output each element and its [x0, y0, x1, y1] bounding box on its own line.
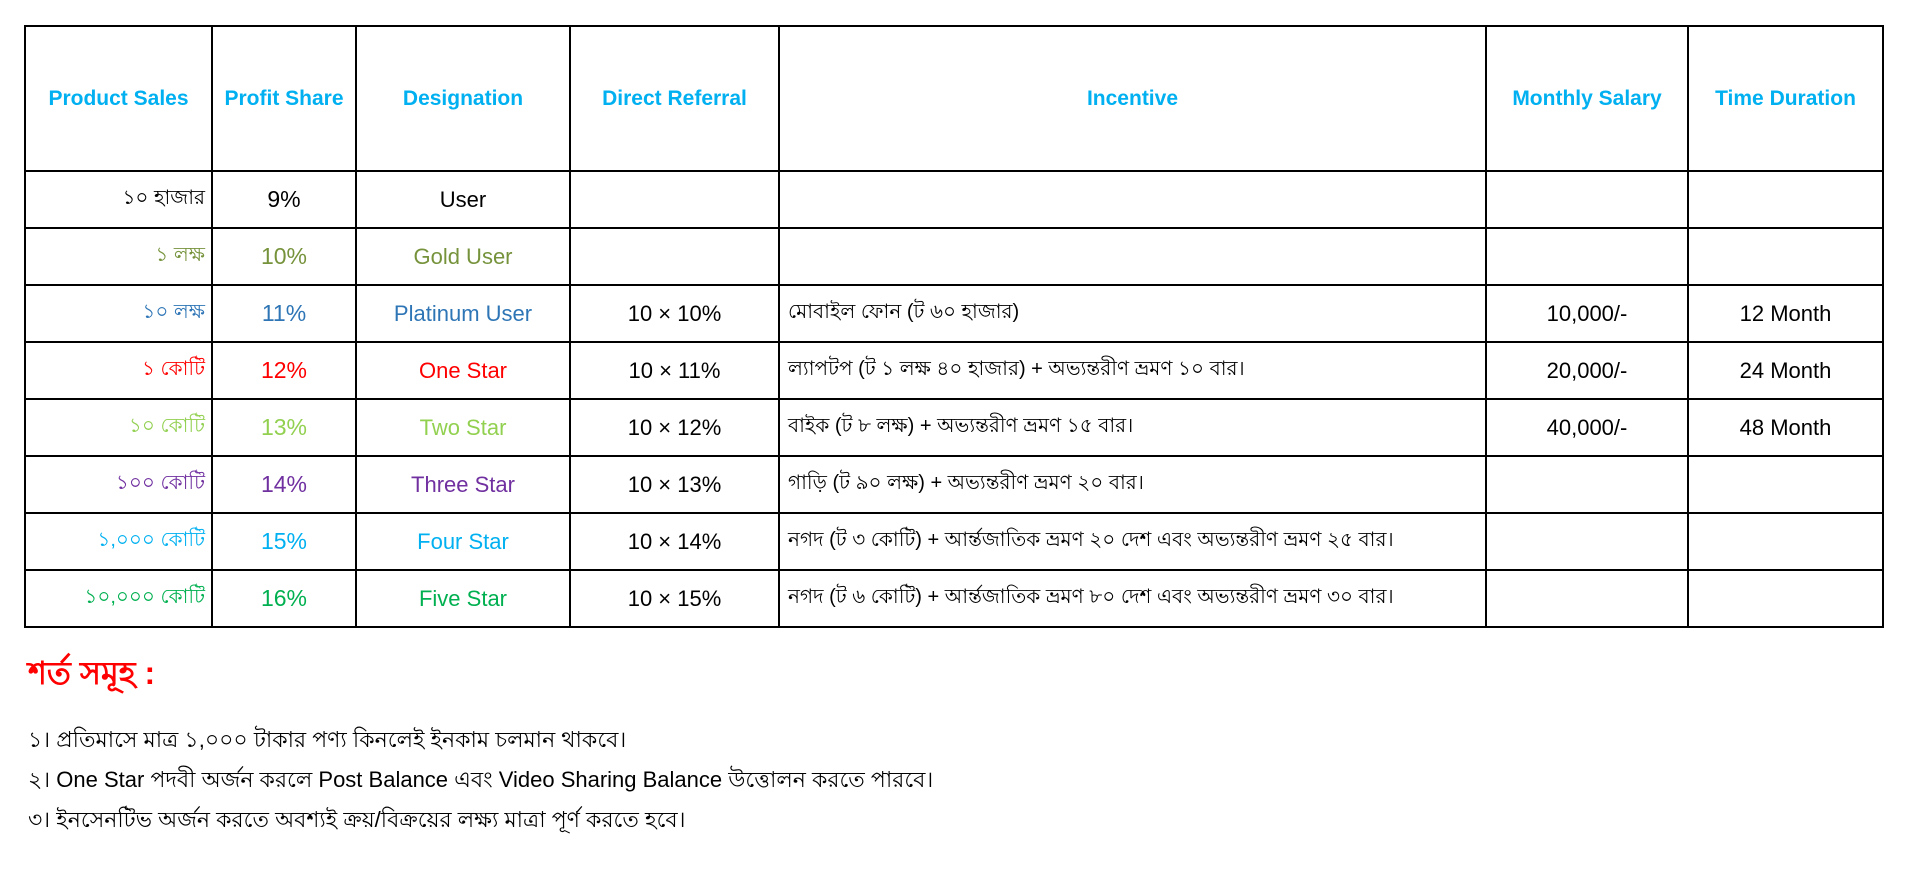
cell-incentive — [779, 171, 1486, 228]
table-row — [25, 399, 1883, 456]
cell-direct-referral — [570, 228, 779, 285]
terms-section — [28, 648, 1428, 840]
cell-time-duration: 12 Month — [1688, 285, 1883, 342]
cell-product-sales: ১ কোটি — [25, 342, 212, 399]
table-row — [25, 342, 1883, 399]
cell-designation: Three Star — [356, 456, 570, 513]
cell-time-duration — [1688, 570, 1883, 627]
column-header-direct-referral: Direct Referral — [570, 26, 779, 171]
terms-heading: শর্ত সমূহ : — [28, 655, 156, 691]
cell-time-duration — [1688, 456, 1883, 513]
cell-incentive: গাড়ি (ট ৯০ লক্ষ) + অভ্যন্তরীণ ভ্রমণ ২০ বার। — [779, 456, 1486, 513]
cell-designation: Gold User — [356, 228, 570, 285]
table-row — [25, 228, 1883, 285]
cell-time-duration — [1688, 171, 1883, 228]
cell-monthly-salary: 40,000/- — [1486, 399, 1688, 456]
term-item-2: ২। One Star পদবী অর্জন করলে Post Balance এবং Video Sharing Balance উত্তোলন করতে পারবে। — [28, 767, 934, 792]
cell-direct-referral: 10 × 11% — [570, 342, 779, 399]
table-row — [25, 513, 1883, 570]
cell-time-duration: 24 Month — [1688, 342, 1883, 399]
cell-direct-referral: 10 × 14% — [570, 513, 779, 570]
cell-monthly-salary — [1486, 513, 1688, 570]
cell-profit-share: 14% — [212, 456, 356, 513]
cell-monthly-salary — [1486, 570, 1688, 627]
cell-direct-referral — [570, 171, 779, 228]
cell-incentive: বাইক (ট ৮ লক্ষ) + অভ্যন্তরীণ ভ্রমণ ১৫ বার। — [779, 399, 1486, 456]
cell-profit-share: 16% — [212, 570, 356, 627]
cell-direct-referral: 10 × 15% — [570, 570, 779, 627]
cell-profit-share: 12% — [212, 342, 356, 399]
cell-direct-referral: 10 × 13% — [570, 456, 779, 513]
cell-direct-referral: 10 × 12% — [570, 399, 779, 456]
table-row — [25, 570, 1883, 627]
cell-profit-share: 15% — [212, 513, 356, 570]
cell-product-sales: ১০ কোটি — [25, 399, 212, 456]
column-header-incentive: Incentive — [779, 26, 1486, 171]
column-header-product-sales: Product Sales — [25, 26, 212, 171]
column-header-time-duration: Time Duration — [1688, 26, 1883, 171]
cell-profit-share: 13% — [212, 399, 356, 456]
cell-direct-referral: 10 × 10% — [570, 285, 779, 342]
cell-incentive: মোবাইল ফোন (ট ৬০ হাজার) — [779, 285, 1486, 342]
cell-profit-share: 10% — [212, 228, 356, 285]
cell-time-duration: 48 Month — [1688, 399, 1883, 456]
cell-monthly-salary — [1486, 171, 1688, 228]
column-header-monthly-salary: Monthly Salary — [1486, 26, 1688, 171]
cell-product-sales: ১০,০০০ কোটি — [25, 570, 212, 627]
cell-product-sales: ১০০ কোটি — [25, 456, 212, 513]
cell-time-duration — [1688, 513, 1883, 570]
cell-monthly-salary — [1486, 228, 1688, 285]
table-row — [25, 456, 1883, 513]
table-row — [25, 285, 1883, 342]
cell-incentive: নগদ (ট ৩ কোটি) + আর্ন্তজাতিক ভ্রমণ ২০ দেশ এবং অভ্যন্তরীণ ভ্রমণ ২৫ বার। — [779, 513, 1486, 570]
cell-designation: User — [356, 171, 570, 228]
cell-time-duration — [1688, 228, 1883, 285]
cell-monthly-salary: 20,000/- — [1486, 342, 1688, 399]
table-row — [25, 171, 1883, 228]
cell-product-sales: ১০ হাজার — [25, 171, 212, 228]
cell-incentive: ল্যাপটপ (ট ১ লক্ষ ৪০ হাজার) + অভ্যন্তরীণ ভ্রমণ ১০ বার। — [779, 342, 1486, 399]
header-row — [25, 26, 1883, 171]
cell-monthly-salary — [1486, 456, 1688, 513]
column-header-designation: Designation — [356, 26, 570, 171]
cell-profit-share: 11% — [212, 285, 356, 342]
cell-monthly-salary: 10,000/- — [1486, 285, 1688, 342]
compensation-plan-table — [24, 25, 1884, 628]
cell-designation: One Star — [356, 342, 570, 399]
cell-incentive — [779, 228, 1486, 285]
cell-designation: Four Star — [356, 513, 570, 570]
cell-designation: Platinum User — [356, 285, 570, 342]
cell-product-sales: ১ লক্ষ — [25, 228, 212, 285]
cell-product-sales: ১,০০০ কোটি — [25, 513, 212, 570]
cell-designation: Two Star — [356, 399, 570, 456]
cell-profit-share: 9% — [212, 171, 356, 228]
term-item-3: ৩। ইনসেনটিভ অর্জন করতে অবশ্যই ক্রয়/বিক্রয়ের লক্ষ্য মাত্রা পূর্ণ করতে হবে। — [28, 807, 686, 832]
column-header-profit-share: Profit Share — [212, 26, 356, 171]
cell-designation: Five Star — [356, 570, 570, 627]
term-item-1: ১। প্রতিমাসে মাত্র ১,০০০ টাকার পণ্য কিনলেই ইনকাম চলমান থাকবে। — [28, 727, 627, 752]
cell-product-sales: ১০ লক্ষ — [25, 285, 212, 342]
cell-incentive: নগদ (ট ৬ কোটি) + আর্ন্তজাতিক ভ্রমণ ৮০ দেশ এবং অভ্যন্তরীণ ভ্রমণ ৩০ বার। — [779, 570, 1486, 627]
